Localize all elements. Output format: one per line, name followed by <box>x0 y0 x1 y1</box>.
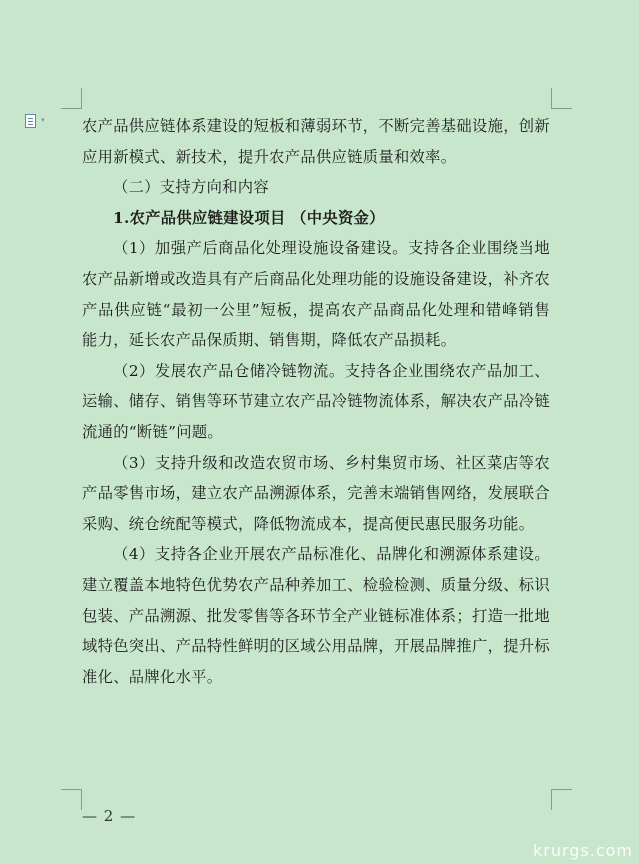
page-number: — 2 — <box>82 807 137 825</box>
document-body <box>82 111 550 692</box>
chevron-down-icon[interactable]: ▾ <box>41 116 45 124</box>
page-corner-mark-top-right <box>551 88 572 109</box>
paragraph-item-3: （3）支持升级和改造农贸市场、乡村集贸市场、社区菜店等农产品零售市场，建立农产品溯源体系，完善末端销售网络，发展联合采购、统仓统配等模式，降低物流成本，提高便民惠民服务功能。 <box>82 453 550 533</box>
paragraph-intro: 农产品供应链体系建设的短板和薄弱环节，不断完善基础设施，创新应用新模式、新技术，提升农产品供应链质量和效率。 <box>82 117 550 166</box>
paragraph-item-1: （1）加强产后商品化处理设施设备建设。支持各企业围绕当地农产品新增或改造具有产后商品化处理功能的设施设备建设，补齐农产品供应链“最初一公里”短板，提高农产品商品化处理和错峰销售能力，延长农产品保质期、销售期，降低农产品损耗。 <box>82 239 550 350</box>
page-corner-mark-bottom-right <box>551 789 572 810</box>
section-heading: （二）支持方向和内容 <box>113 178 269 197</box>
paragraph-item-4: （4）支持各企业开展农产品标准化、品牌化和溯源体系建设。建立覆盖本地特色优势农产品种养加工、检验检测、质量分级、标识包装、产品溯源、批发零售等各环节全产业链标准体系；打造一批地域特色突出、产品特性鲜明的区域公用品牌，开展品牌推广，提升标准化、品牌化水平。 <box>82 545 550 686</box>
page-corner-mark-top-left <box>61 88 82 109</box>
paragraph-item-2: （2）发展农产品仓储冷链物流。支持各企业围绕农产品加工、运输、储存、销售等环节建立农产品冷链物流体系，解决农产品冷链流通的“断链”问题。 <box>82 361 550 441</box>
document-icon[interactable] <box>25 114 36 128</box>
watermark: krurgs.com <box>532 841 633 860</box>
subsection-heading: 1.农产品供应链建设项目 （中央资金） <box>113 208 385 227</box>
page-corner-mark-bottom-left <box>61 789 82 810</box>
